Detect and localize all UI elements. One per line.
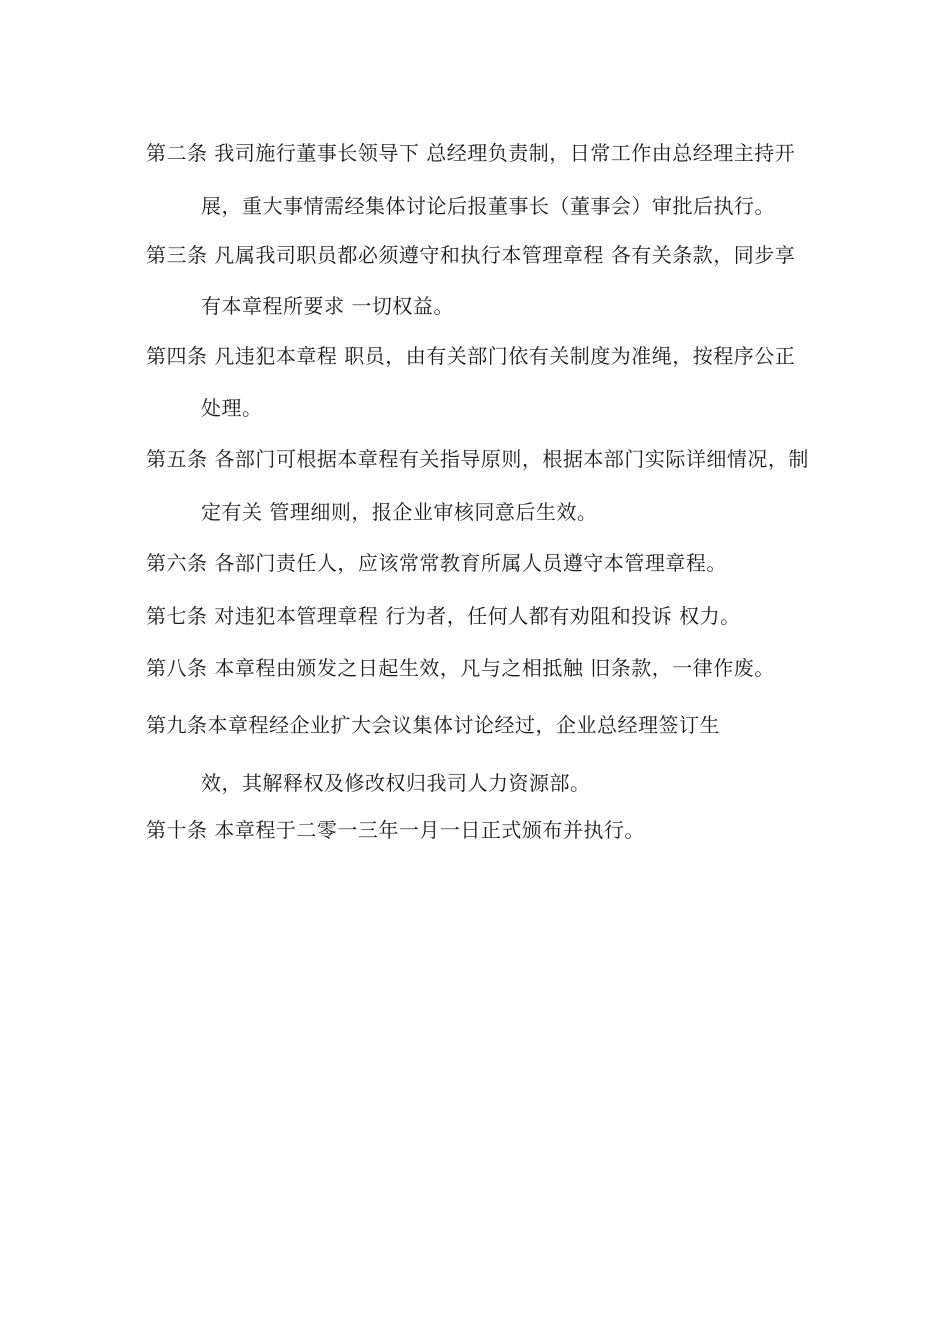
article-5-line-2: 定有关 管理细则，报企业审核同意后生效。 xyxy=(201,500,598,524)
article-9-line-1: 第九条本章程经企业扩大会议集体讨论经过，企业总经理签订生 xyxy=(146,713,720,737)
article-4-line-2: 处理。 xyxy=(201,396,263,420)
article-10-line-1: 第十条 本章程于二零一三年一月一日正式颁布并执行。 xyxy=(146,818,645,842)
article-4-line-1: 第四条 凡违犯本章程 职员，由有关部门依有关制度为准绳，按程序公正 xyxy=(146,344,796,368)
article-9-line-2: 效，其解释权及修改权归我司人力资源部。 xyxy=(201,771,591,795)
article-5-line-1: 第五条 各部门可根据本章程有关指导原则，根据本部门实际详细情况，制 xyxy=(146,447,809,471)
article-3-line-2: 有本章程所要求 一切权益。 xyxy=(201,294,454,318)
article-3-line-1: 第三条 凡属我司职员都必须遵守和执行本管理章程 各有关条款，同步享 xyxy=(146,243,796,267)
article-8-line-1: 第八条 本章程由颁发之日起生效，凡与之相抵触 旧条款，一律作废。 xyxy=(146,656,775,680)
article-7-line-1: 第七条 对违犯本管理章程 行为者，任何人都有劝阻和投诉 权力。 xyxy=(146,604,741,628)
article-6-line-1: 第六条 各部门责任人，应该常常教育所属人员遵守本管理章程。 xyxy=(146,551,727,575)
article-2-line-2: 展，重大事情需经集体讨论后报董事长（董事会）审批后执行。 xyxy=(201,194,775,218)
article-2-line-1: 第二条 我司施行董事长领导下 总经理负责制，日常工作由总经理主持开 xyxy=(146,141,796,165)
